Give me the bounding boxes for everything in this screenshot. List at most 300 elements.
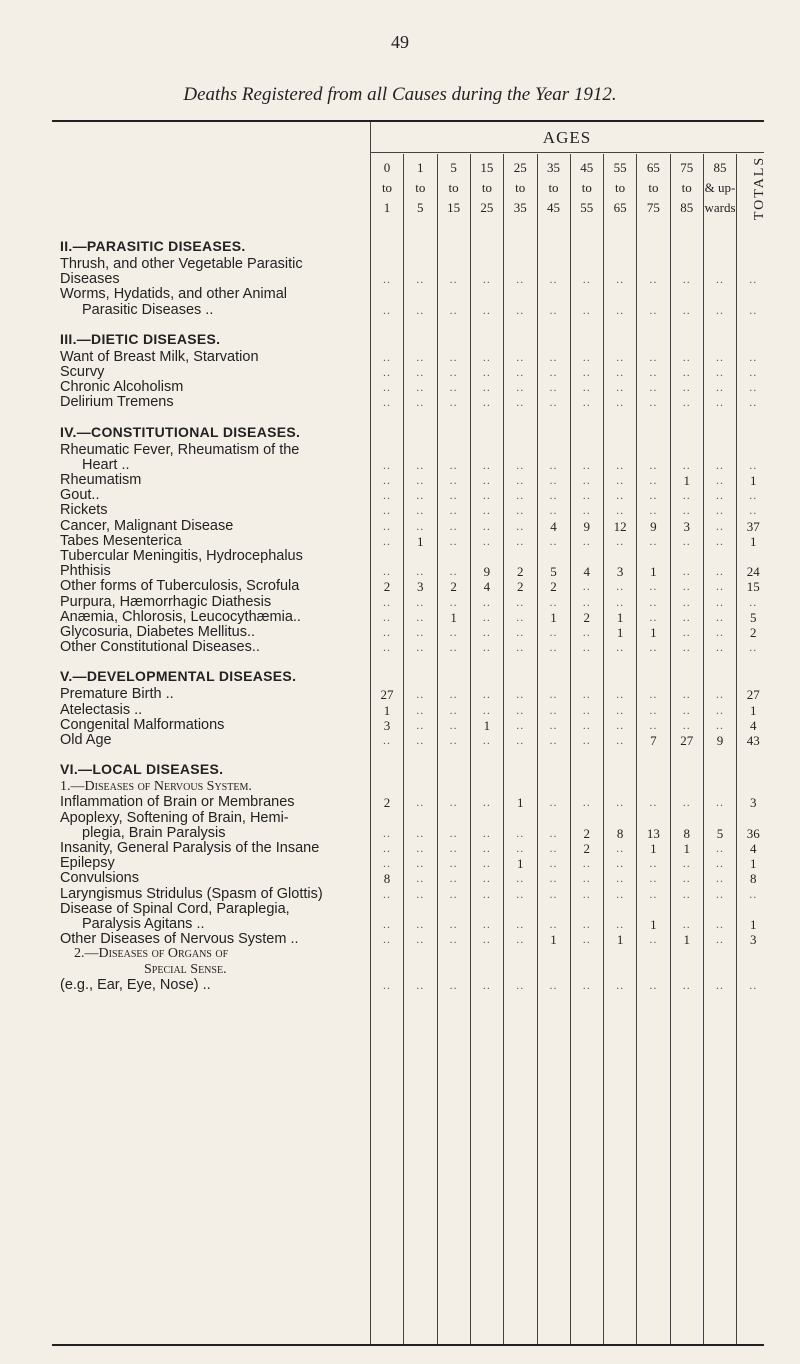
count-cell: 1 [616, 625, 624, 640]
empty-cell: .. [516, 473, 525, 487]
empty-cell: .. [716, 717, 724, 732]
empty-cell: .. [416, 702, 425, 717]
age-column-header-line: to [515, 180, 526, 195]
age-column-header-line: 5 [417, 200, 424, 215]
empty-cell: .. [482, 349, 491, 364]
empty-cell: .. [649, 302, 658, 317]
total-cell: 4 [750, 717, 757, 733]
empty-cell: .. [682, 717, 691, 732]
empty-cell: .. [549, 395, 558, 410]
empty-cell: .. [449, 488, 458, 503]
empty-cell: .. [449, 302, 458, 317]
section-heading: II.—PARASITIC DISEASES. [60, 238, 246, 254]
age-column-header [502, 158, 538, 218]
empty-cell: .. [482, 702, 491, 717]
empty-cell: .. [749, 457, 758, 472]
empty-cell: .. [649, 687, 658, 702]
row-label: Want of Breast Milk, Starvation [60, 348, 259, 365]
row-label: Insanity, General Paralysis of the Insane [60, 840, 320, 856]
count-cell: 5 [716, 825, 724, 841]
empty-cell: .. [582, 272, 591, 287]
empty-cell: .. [582, 302, 591, 317]
count-cell: 2 [516, 579, 524, 595]
empty-cell: .. [716, 579, 724, 594]
age-column-header-line: to [481, 180, 492, 195]
count-cell: 4 [483, 579, 491, 595]
age-column-header-line: 25 [480, 200, 494, 215]
row-label-continued: Disease of Spinal Cord, Paraplegia, [60, 900, 290, 917]
age-column-header-line: 35 [513, 200, 527, 215]
empty-cell: .. [482, 625, 491, 639]
empty-cell: .. [416, 856, 425, 871]
empty-cell: .. [549, 302, 558, 317]
empty-cell: .. [416, 365, 425, 379]
empty-cell: .. [449, 977, 458, 992]
column-divider [470, 154, 471, 1344]
empty-cell: .. [482, 302, 491, 317]
age-column-header [536, 158, 572, 218]
empty-cell: .. [649, 856, 658, 871]
empty-cell: .. [616, 733, 625, 747]
empty-cell: .. [716, 457, 724, 472]
empty-cell: .. [716, 302, 724, 317]
empty-cell: .. [482, 594, 491, 609]
empty-cell: .. [716, 932, 724, 947]
empty-cell: .. [482, 841, 491, 855]
empty-cell: .. [416, 488, 425, 503]
empty-cell: .. [482, 518, 491, 533]
age-column-header-line: 85 [680, 200, 694, 215]
empty-cell: .. [449, 856, 458, 871]
empty-cell: .. [549, 533, 558, 548]
empty-cell: .. [749, 349, 758, 364]
empty-cell: .. [582, 503, 591, 518]
row-label: Glycosuria, Diabetes Mellitus.. [60, 624, 256, 640]
row-label: Congenital Malformations [60, 716, 225, 733]
total-cell: 8 [750, 871, 757, 887]
empty-cell: .. [482, 609, 491, 624]
empty-cell: .. [549, 625, 558, 639]
empty-cell: .. [582, 640, 591, 655]
empty-cell: .. [383, 518, 391, 533]
empty-cell: .. [582, 473, 591, 487]
empty-cell: .. [516, 395, 525, 410]
empty-cell: .. [716, 533, 724, 548]
section-heading: IV.—CONSTITUTIONAL DISEASES. [60, 423, 301, 440]
age-column-header-line: 45 [547, 200, 560, 215]
empty-cell: .. [682, 594, 691, 609]
empty-cell: .. [682, 886, 691, 901]
empty-cell: .. [749, 380, 758, 395]
empty-cell: .. [682, 977, 691, 992]
subsection-heading: Special Sense. [144, 961, 227, 977]
empty-cell: .. [716, 594, 724, 609]
empty-cell: .. [582, 871, 591, 886]
empty-cell: .. [649, 871, 658, 886]
empty-cell: .. [549, 380, 558, 395]
age-column-header [702, 158, 738, 218]
empty-cell: .. [716, 871, 724, 886]
row-label: Other Diseases of Nervous System .. [60, 931, 299, 948]
section-heading: VI.—LOCAL DISEASES. [60, 761, 224, 778]
empty-cell: .. [616, 272, 625, 287]
empty-cell: .. [383, 609, 391, 624]
empty-cell: .. [716, 977, 724, 992]
count-cell: 4 [583, 564, 591, 580]
age-column-header-line: to [548, 180, 559, 195]
empty-cell: .. [383, 841, 391, 855]
empty-cell: .. [716, 841, 724, 855]
empty-cell: .. [416, 625, 425, 639]
count-cell: 1 [650, 625, 657, 640]
count-cell: 27 [380, 687, 394, 703]
empty-cell: .. [449, 380, 458, 395]
empty-cell: .. [682, 349, 691, 364]
empty-cell: .. [749, 272, 758, 287]
empty-cell: .. [582, 594, 591, 609]
row-label: Laryngismus Stridulus (Spasm of Glottis) [60, 885, 323, 902]
empty-cell: .. [716, 625, 724, 639]
empty-cell: .. [716, 518, 724, 533]
empty-cell: .. [716, 564, 724, 579]
row-label: Rickets [60, 502, 108, 519]
empty-cell: .. [449, 625, 458, 639]
empty-cell: .. [649, 702, 658, 717]
empty-cell: .. [749, 640, 758, 655]
count-cell: 1 [683, 473, 690, 488]
empty-cell: .. [516, 932, 525, 947]
empty-cell: .. [616, 717, 625, 732]
empty-cell: .. [649, 272, 658, 287]
empty-cell: .. [449, 395, 458, 410]
count-cell: 27 [680, 733, 694, 748]
age-column-header-line: 65 [613, 200, 627, 215]
count-cell: 8 [383, 871, 391, 887]
empty-cell: .. [383, 625, 391, 639]
total-cell: 3 [750, 932, 757, 948]
empty-cell: .. [649, 503, 658, 518]
total-cell: 15 [746, 579, 760, 595]
empty-cell: .. [582, 886, 591, 901]
empty-cell: .. [516, 733, 525, 747]
empty-cell: .. [482, 365, 491, 379]
empty-cell: .. [383, 594, 391, 609]
age-column-header [469, 158, 505, 218]
empty-cell: .. [682, 856, 691, 871]
count-cell: 3 [683, 518, 690, 534]
empty-cell: .. [383, 825, 391, 840]
row-label: Atelectasis .. [60, 701, 143, 718]
subsection-heading: 1.—Diseases of Nervous System. [60, 779, 252, 795]
count-cell: 1 [516, 795, 524, 811]
empty-cell: .. [516, 349, 525, 364]
empty-cell: .. [682, 871, 691, 886]
empty-cell: .. [682, 917, 691, 931]
empty-cell: .. [516, 503, 525, 518]
row-label: Diseases [60, 271, 120, 288]
empty-cell: .. [649, 795, 658, 810]
empty-cell: .. [383, 272, 391, 287]
empty-cell: .. [516, 886, 525, 901]
empty-cell: .. [383, 457, 391, 472]
empty-cell: .. [682, 488, 691, 503]
section-heading: V.—DEVELOPMENTAL DISEASES. [60, 668, 297, 685]
empty-cell: .. [582, 457, 591, 472]
count-cell: 1 [417, 533, 424, 549]
empty-cell: .. [516, 272, 525, 287]
age-column-header-line: 55 [613, 160, 627, 175]
empty-cell: .. [416, 503, 425, 518]
empty-cell: .. [649, 457, 658, 472]
empty-cell: .. [616, 687, 625, 702]
empty-cell: .. [516, 825, 525, 840]
empty-cell: .. [716, 473, 724, 487]
age-column-header-line: 65 [646, 160, 660, 175]
row-label: Cancer, Malignant Disease [60, 517, 234, 534]
empty-cell: .. [682, 687, 691, 702]
row-label: Epilepsy [60, 855, 115, 872]
empty-cell: .. [482, 533, 491, 548]
row-label: (e.g., Ear, Eye, Nose) .. [60, 976, 211, 993]
empty-cell: .. [383, 488, 391, 503]
empty-cell: .. [616, 473, 625, 487]
empty-cell: .. [516, 625, 525, 639]
empty-cell: .. [449, 886, 458, 901]
count-cell: 1 [550, 609, 557, 625]
age-column-header-line: wards [704, 200, 736, 215]
empty-cell: .. [549, 856, 558, 871]
row-label-continued: Rheumatic Fever, Rheumatism of the [60, 441, 300, 458]
row-label-continued: Tubercular Meningitis, Hydrocephalus [60, 548, 303, 564]
empty-cell: .. [449, 564, 458, 579]
count-cell: 8 [616, 825, 624, 841]
empty-cell: .. [416, 594, 425, 609]
empty-cell: .. [582, 380, 591, 395]
empty-cell: .. [716, 380, 724, 395]
empty-cell: .. [516, 977, 525, 992]
empty-cell: .. [416, 871, 425, 886]
total-cell: 5 [750, 609, 757, 625]
empty-cell: .. [749, 977, 758, 992]
column-divider [703, 154, 704, 1344]
empty-cell: .. [616, 488, 625, 503]
empty-cell: .. [516, 488, 525, 503]
empty-cell: .. [383, 733, 391, 747]
row-label-continued: Worms, Hydatids, and other Animal [60, 286, 287, 303]
totals-label: TOTALS [752, 155, 768, 221]
empty-cell: .. [549, 871, 558, 886]
empty-cell: .. [649, 579, 658, 594]
empty-cell: .. [416, 640, 425, 655]
column-divider [570, 154, 571, 1344]
count-cell: 9 [716, 733, 724, 748]
empty-cell: .. [682, 457, 691, 472]
empty-cell: .. [416, 395, 425, 410]
empty-cell: .. [649, 533, 658, 548]
empty-cell: .. [383, 977, 391, 992]
empty-cell: .. [616, 856, 625, 871]
empty-cell: .. [582, 687, 591, 702]
row-label: Convulsions [60, 870, 139, 887]
empty-cell: .. [749, 302, 758, 317]
empty-cell: .. [716, 488, 724, 503]
empty-cell: .. [682, 272, 691, 287]
empty-cell: .. [549, 457, 558, 472]
empty-cell: .. [716, 856, 724, 871]
empty-cell: .. [482, 795, 491, 810]
empty-cell: .. [383, 473, 391, 487]
empty-cell: .. [482, 272, 491, 287]
empty-cell: .. [749, 503, 758, 518]
empty-cell: .. [716, 609, 724, 624]
empty-cell: .. [549, 488, 558, 503]
page-number: 49 [391, 32, 409, 52]
empty-cell: .. [516, 687, 525, 702]
count-cell: 1 [516, 856, 524, 872]
count-cell: 3 [417, 579, 424, 595]
empty-cell: .. [516, 533, 525, 548]
empty-cell: .. [716, 365, 724, 379]
empty-cell: .. [383, 932, 391, 947]
empty-cell: .. [682, 579, 691, 594]
count-cell: 1 [683, 932, 690, 948]
empty-cell: .. [416, 795, 425, 810]
empty-cell: .. [482, 977, 491, 992]
empty-cell: .. [449, 841, 458, 855]
count-cell: 2 [583, 825, 591, 841]
empty-cell: .. [682, 564, 691, 579]
total-cell: 1 [750, 533, 757, 549]
empty-cell: .. [449, 717, 458, 732]
total-cell: 27 [746, 687, 760, 703]
empty-cell: .. [383, 533, 391, 548]
total-cell: 2 [750, 625, 757, 640]
count-cell: 2 [450, 579, 457, 595]
row-label-continued: Apoplexy, Softening of Brain, Hemi- [60, 809, 289, 826]
count-cell: 12 [613, 518, 627, 534]
empty-cell: .. [516, 702, 525, 717]
empty-cell: .. [516, 609, 525, 624]
count-cell: 5 [550, 564, 557, 580]
empty-cell: .. [383, 380, 391, 395]
empty-cell: .. [716, 687, 724, 702]
row-label: Phthisis [60, 563, 111, 580]
empty-cell: .. [449, 503, 458, 518]
empty-cell: .. [482, 687, 491, 702]
empty-cell: .. [383, 564, 391, 579]
empty-cell: .. [616, 702, 625, 717]
age-column-header [669, 158, 705, 218]
empty-cell: .. [449, 795, 458, 810]
empty-cell: .. [549, 640, 558, 655]
empty-cell: .. [682, 395, 691, 410]
empty-cell: .. [449, 733, 458, 747]
row-label: Other forms of Tuberculosis, Scrofula [60, 578, 300, 595]
empty-cell: .. [449, 871, 458, 886]
count-cell: 1 [650, 564, 657, 580]
empty-cell: .. [482, 395, 491, 410]
age-column-header-line: 25 [513, 160, 527, 175]
empty-cell: .. [749, 488, 758, 503]
empty-cell: .. [649, 640, 658, 655]
empty-cell: .. [749, 365, 758, 379]
empty-cell: .. [516, 841, 525, 855]
row-label: Tabes Mesenterica [60, 532, 182, 549]
row-label: Rheumatism [60, 472, 142, 488]
empty-cell: .. [616, 977, 625, 992]
empty-cell: .. [449, 917, 458, 931]
empty-cell: .. [549, 977, 558, 992]
empty-cell: .. [482, 733, 491, 747]
age-column-header-line: to [615, 180, 626, 195]
empty-cell: .. [716, 795, 724, 810]
count-cell: 1 [550, 932, 557, 948]
age-column-header [602, 158, 638, 218]
empty-cell: .. [416, 687, 425, 702]
empty-cell: .. [482, 503, 491, 518]
empty-cell: .. [649, 380, 658, 395]
total-cell: 1 [750, 473, 757, 488]
empty-cell: .. [549, 594, 558, 609]
empty-cell: .. [616, 349, 625, 364]
count-cell: 1 [383, 702, 391, 718]
row-label: Heart .. [82, 456, 130, 473]
count-cell: 2 [583, 841, 591, 856]
empty-cell: .. [682, 609, 691, 624]
age-column-header-line: 15 [447, 200, 461, 215]
empty-cell: .. [449, 932, 458, 947]
age-column-header-line: to [681, 180, 692, 195]
age-column-header-line: to [415, 180, 426, 195]
age-column-header [402, 158, 438, 218]
row-label: Chronic Alcoholism [60, 379, 184, 396]
empty-cell: .. [449, 473, 458, 487]
empty-cell: .. [616, 503, 625, 518]
empty-cell: .. [416, 349, 425, 364]
row-label: Parasitic Diseases .. [82, 301, 214, 318]
empty-cell: .. [416, 473, 425, 487]
empty-cell: .. [549, 687, 558, 702]
empty-cell: .. [449, 533, 458, 548]
empty-cell: .. [482, 473, 491, 487]
age-column-header-line: 15 [480, 160, 494, 175]
empty-cell: .. [682, 380, 691, 395]
total-cell: 37 [746, 518, 760, 534]
empty-cell: .. [516, 518, 525, 533]
empty-cell: .. [482, 457, 491, 472]
empty-cell: .. [416, 518, 425, 533]
total-cell: 43 [746, 733, 760, 748]
total-cell: 24 [746, 564, 760, 580]
count-cell: 9 [650, 518, 657, 534]
empty-cell: .. [716, 395, 724, 410]
empty-cell: .. [749, 395, 758, 410]
empty-cell: .. [416, 272, 425, 287]
empty-cell: .. [716, 917, 724, 931]
empty-cell: .. [649, 609, 658, 624]
empty-cell: .. [482, 932, 491, 947]
page-title: Deaths Registered from all Causes during the Year 1912. [183, 84, 617, 105]
empty-cell: .. [449, 272, 458, 287]
count-cell: 4 [550, 518, 557, 534]
age-column-header-line: 5 [450, 160, 457, 175]
empty-cell: .. [416, 733, 425, 747]
empty-cell: .. [416, 564, 425, 579]
empty-cell: .. [582, 488, 591, 503]
empty-cell: .. [416, 825, 425, 840]
totals-header [742, 155, 768, 221]
column-divider [403, 154, 404, 1344]
